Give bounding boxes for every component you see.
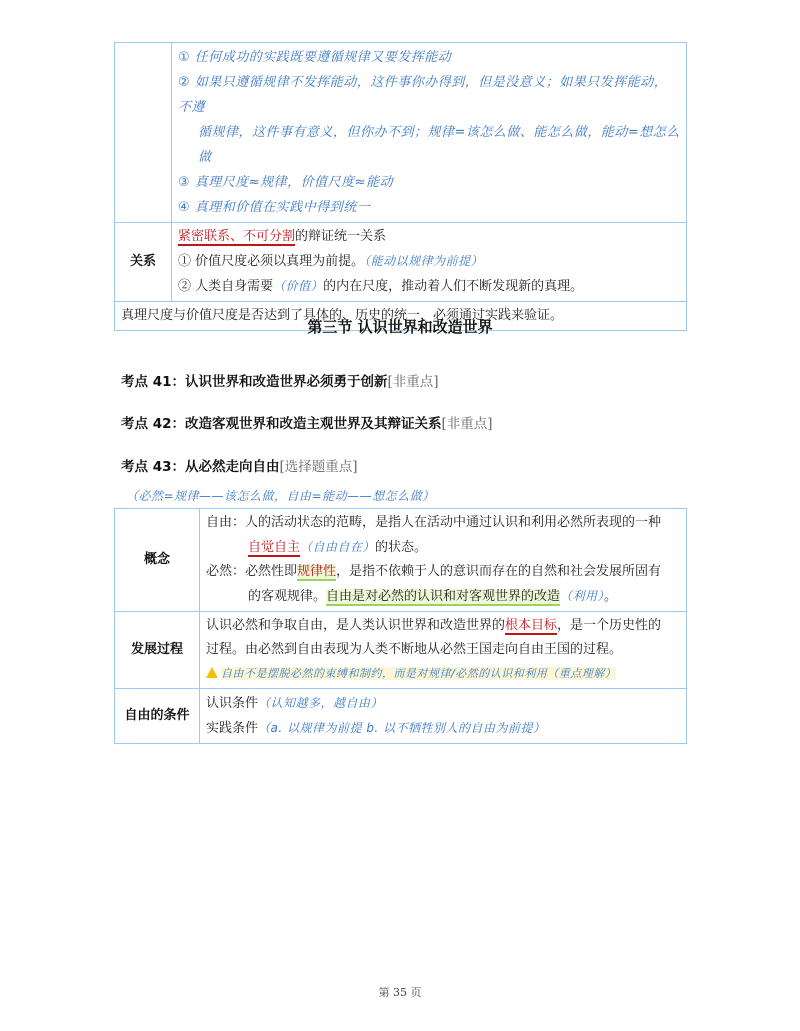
exam-point-43-tag: [选择题重点]	[279, 459, 358, 475]
freedom-highlight: 自觉自主	[248, 540, 301, 555]
relation-highlight: 紧密联系、不可分割	[178, 229, 296, 244]
development-label: 发展过程	[115, 612, 200, 689]
freedom-line-1: 自由：人的活动状态的范畴，是指人在活动中通过认识和利用必然所表现的一种	[206, 515, 662, 530]
relation-1-text: ① 价值尺度必须以真理为前提。	[178, 254, 365, 269]
necessity-highlight: 规律性	[297, 564, 337, 579]
freedom-note: （自由自在）	[300, 540, 376, 554]
relation-label: 关系	[115, 223, 172, 302]
relation-2-post: 的内在尺度，推动着人们不断发现新的真理。	[323, 279, 584, 294]
dev-line-2: 过程。由必然到自由表现为人类不断地从必然王国走向自由王国的过程。	[206, 642, 623, 657]
relation-2-pre: ② 人类自身需要	[178, 279, 274, 294]
cond-2-pre: 实践条件	[206, 721, 259, 736]
exam-point-42-tag: [非重点]	[441, 416, 493, 432]
relation-rest: 的辩证统一关系	[295, 229, 387, 244]
necessity-line2-note: （利用）	[560, 589, 605, 603]
practice-line-3: 循规律，这件事有意义，但你办不到；规律=该怎么做、能怎么做，能动=想怎么做	[198, 125, 680, 165]
practice-line-4: ③ 真理尺度≈规律，价值尺度≈能动	[178, 175, 394, 190]
necessity-line2-end: 。	[604, 589, 618, 604]
dev-line-1-post: ，是一个历史性的	[557, 618, 662, 633]
practice-label-cell	[115, 43, 172, 223]
dev-line-1-pre: 认识必然和争取自由，是人类认识世界和改造世界的	[206, 618, 506, 633]
conditions-content	[200, 689, 687, 744]
relation-1-note: （能动以规律为前提）	[364, 254, 484, 268]
concept-label: 概念	[115, 509, 200, 612]
necessity-line2-highlight: 自由是对必然的认识和对客观世界的改造	[326, 589, 561, 604]
relation-2-note: （价值）	[273, 279, 324, 293]
practice-row	[115, 43, 687, 223]
freedom-tail: 的状态。	[375, 540, 428, 555]
necessity-line2-pre: 的客观规律。	[248, 589, 327, 604]
practice-line-2: ② 如果只遵循规律不发挥能动，这件事你办得到，但是没意义；如果只发挥能动，不遵	[178, 75, 668, 115]
concept-content	[200, 509, 687, 612]
practice-line-1: ① 任何成功的实践既要遵循规律又要发挥能动	[178, 50, 452, 65]
development-content	[200, 612, 687, 689]
relation-content	[172, 223, 687, 302]
practice-notes-cell	[172, 43, 687, 223]
exam-point-42-text: 考点 42：改造客观世界和改造主观世界及其辩证关系	[121, 416, 442, 432]
necessity-pre: 必然：必然性即	[206, 564, 298, 579]
dev-line-1-highlight: 根本目标	[505, 618, 558, 633]
exam-point-43	[121, 455, 358, 475]
necessity-post: ，是指不依赖于人的意识而存在的自然和社会发展所固有	[336, 564, 662, 579]
practice-line-5: ④ 真理和价值在实践中得到统一	[178, 200, 371, 215]
conditions-label: 自由的条件	[115, 689, 200, 744]
freedom-table	[114, 508, 687, 744]
exam-point-43-text: 考点 43：从必然走向自由	[121, 459, 280, 475]
verification-text: 真理尺度与价值尺度是否达到了具体的、历史的统一，必须通过实践来验证。	[115, 302, 687, 331]
concept-row	[115, 509, 687, 612]
conditions-row	[115, 689, 687, 744]
exam-point-42	[121, 412, 493, 432]
warning-icon	[206, 667, 218, 678]
exam-point-41-tag: [非重点]	[387, 374, 439, 390]
cond-2-note: （a. 以规律为前提 b. 以不牺牲别人的自由为前提）	[258, 721, 546, 735]
cond-1-note: （认知越多，越自由）	[258, 696, 384, 710]
exam-point-41	[121, 370, 439, 390]
section-title: 第三节 认识世界和改造世界	[307, 318, 493, 336]
cond-1-pre: 认识条件	[206, 696, 259, 711]
page-number: 第 35 页	[378, 986, 422, 999]
development-row	[115, 612, 687, 689]
truth-value-table	[114, 42, 687, 331]
exam-point-41-text: 考点 41：认识世界和改造世界必须勇于创新	[121, 374, 388, 390]
necessity-freedom-note: （必然=规律——该怎么做，自由=能动——想怎么做）	[126, 489, 435, 503]
dev-warning-note: 自由不是摆脱必然的束缚和制约，而是对规律/必然的认识和利用（重点理解）	[221, 667, 617, 680]
relation-row	[115, 223, 687, 302]
